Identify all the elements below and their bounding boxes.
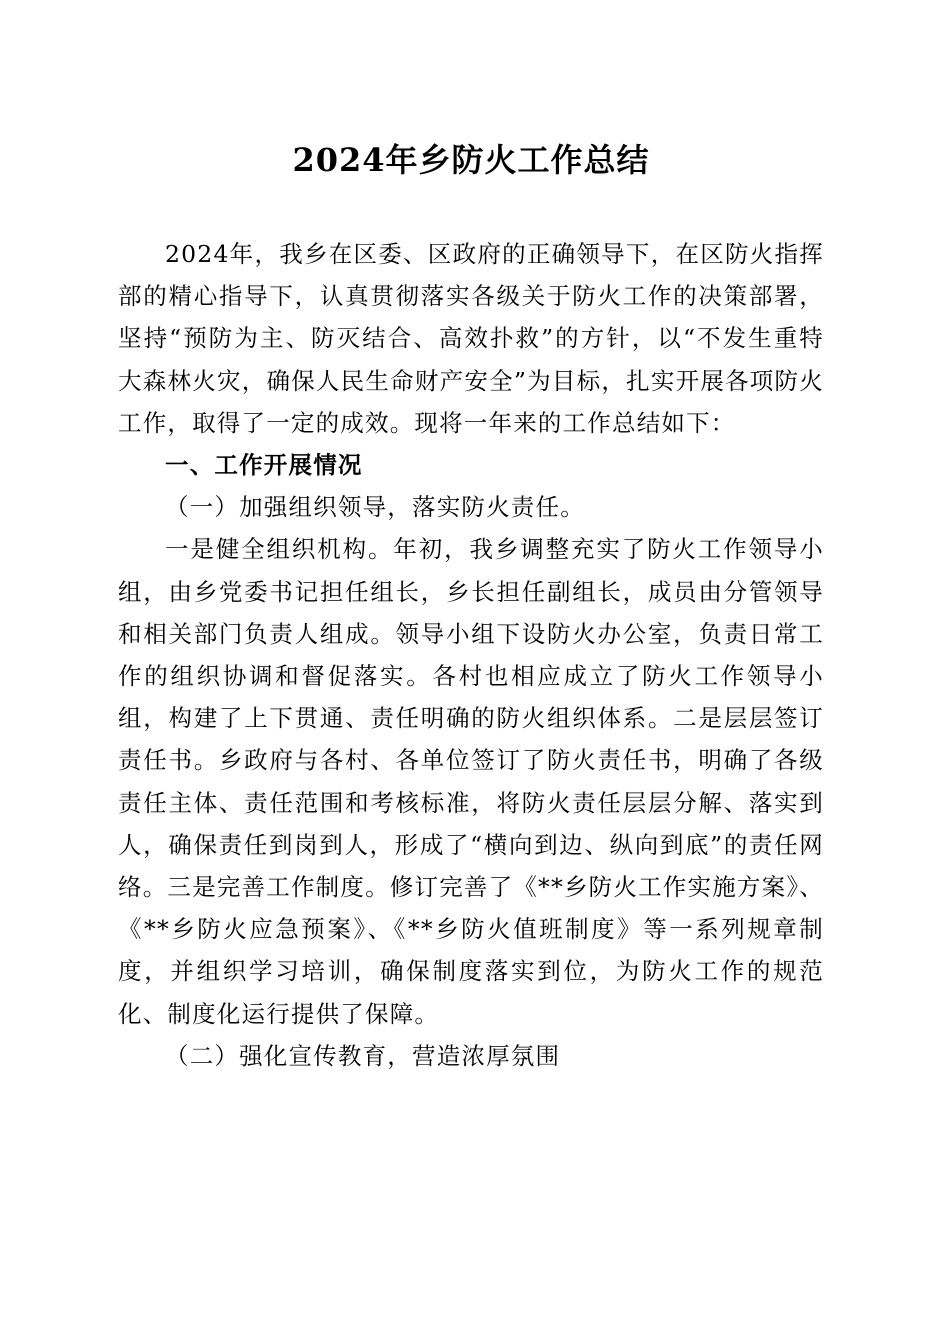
document-body bbox=[118, 233, 824, 1077]
document-title: 2024年乡防火工作总结 bbox=[292, 141, 650, 179]
subsection-heading: （一）加强组织领导，落实防火责任。 bbox=[165, 493, 585, 522]
body-paragraph: 一是健全组织机构。年初，我乡调整充实了防火工作领导小组，由乡党委书记担任组长，乡长担任副组长，成员由分管领导和相关部门负责人组成。领导小组下设防火办公室，负责日常工作的组织协调和督促落实。各村也相应成立了防火工作领导小组，构建了上下贯通、责任明确的防火组织体系。二是层层签订责任书。乡政府与各村、各单位签订了防火责任书，明确了各级责任主体、责任范围和考核标准，将防火责任层层分解、落实到人，确保责任到岗到人，形成了“横向到边、纵向到底”的责任网络。三是完善工作制度。修订完善了《**乡防火工作实施方案》、《**乡防火应急预案》、《**乡防火值班制度》等一系列规章制度，并组织学习培训，确保制度落实到位，为防火工作的规范化、制度化运行提供了保障。 bbox=[118, 535, 824, 1028]
intro-paragraph: 2024年，我乡在区委、区政府的正确领导下，在区防火指挥部的精心指导下，认真贯彻落实各级关于防火工作的决策部署，坚持“预防为主、防灭结合、高效扑救”的方针，以“不发生重特大森林火灾，确保人民生命财产安全”为目标，扎实开展各项防火工作，取得了一定的成效。现将一年来的工作总结如下： bbox=[118, 240, 824, 437]
section-heading: 一、工作开展情况 bbox=[165, 451, 363, 480]
subsection-heading-2: （二）强化宣传教育，营造浓厚氛围 bbox=[165, 1041, 561, 1070]
